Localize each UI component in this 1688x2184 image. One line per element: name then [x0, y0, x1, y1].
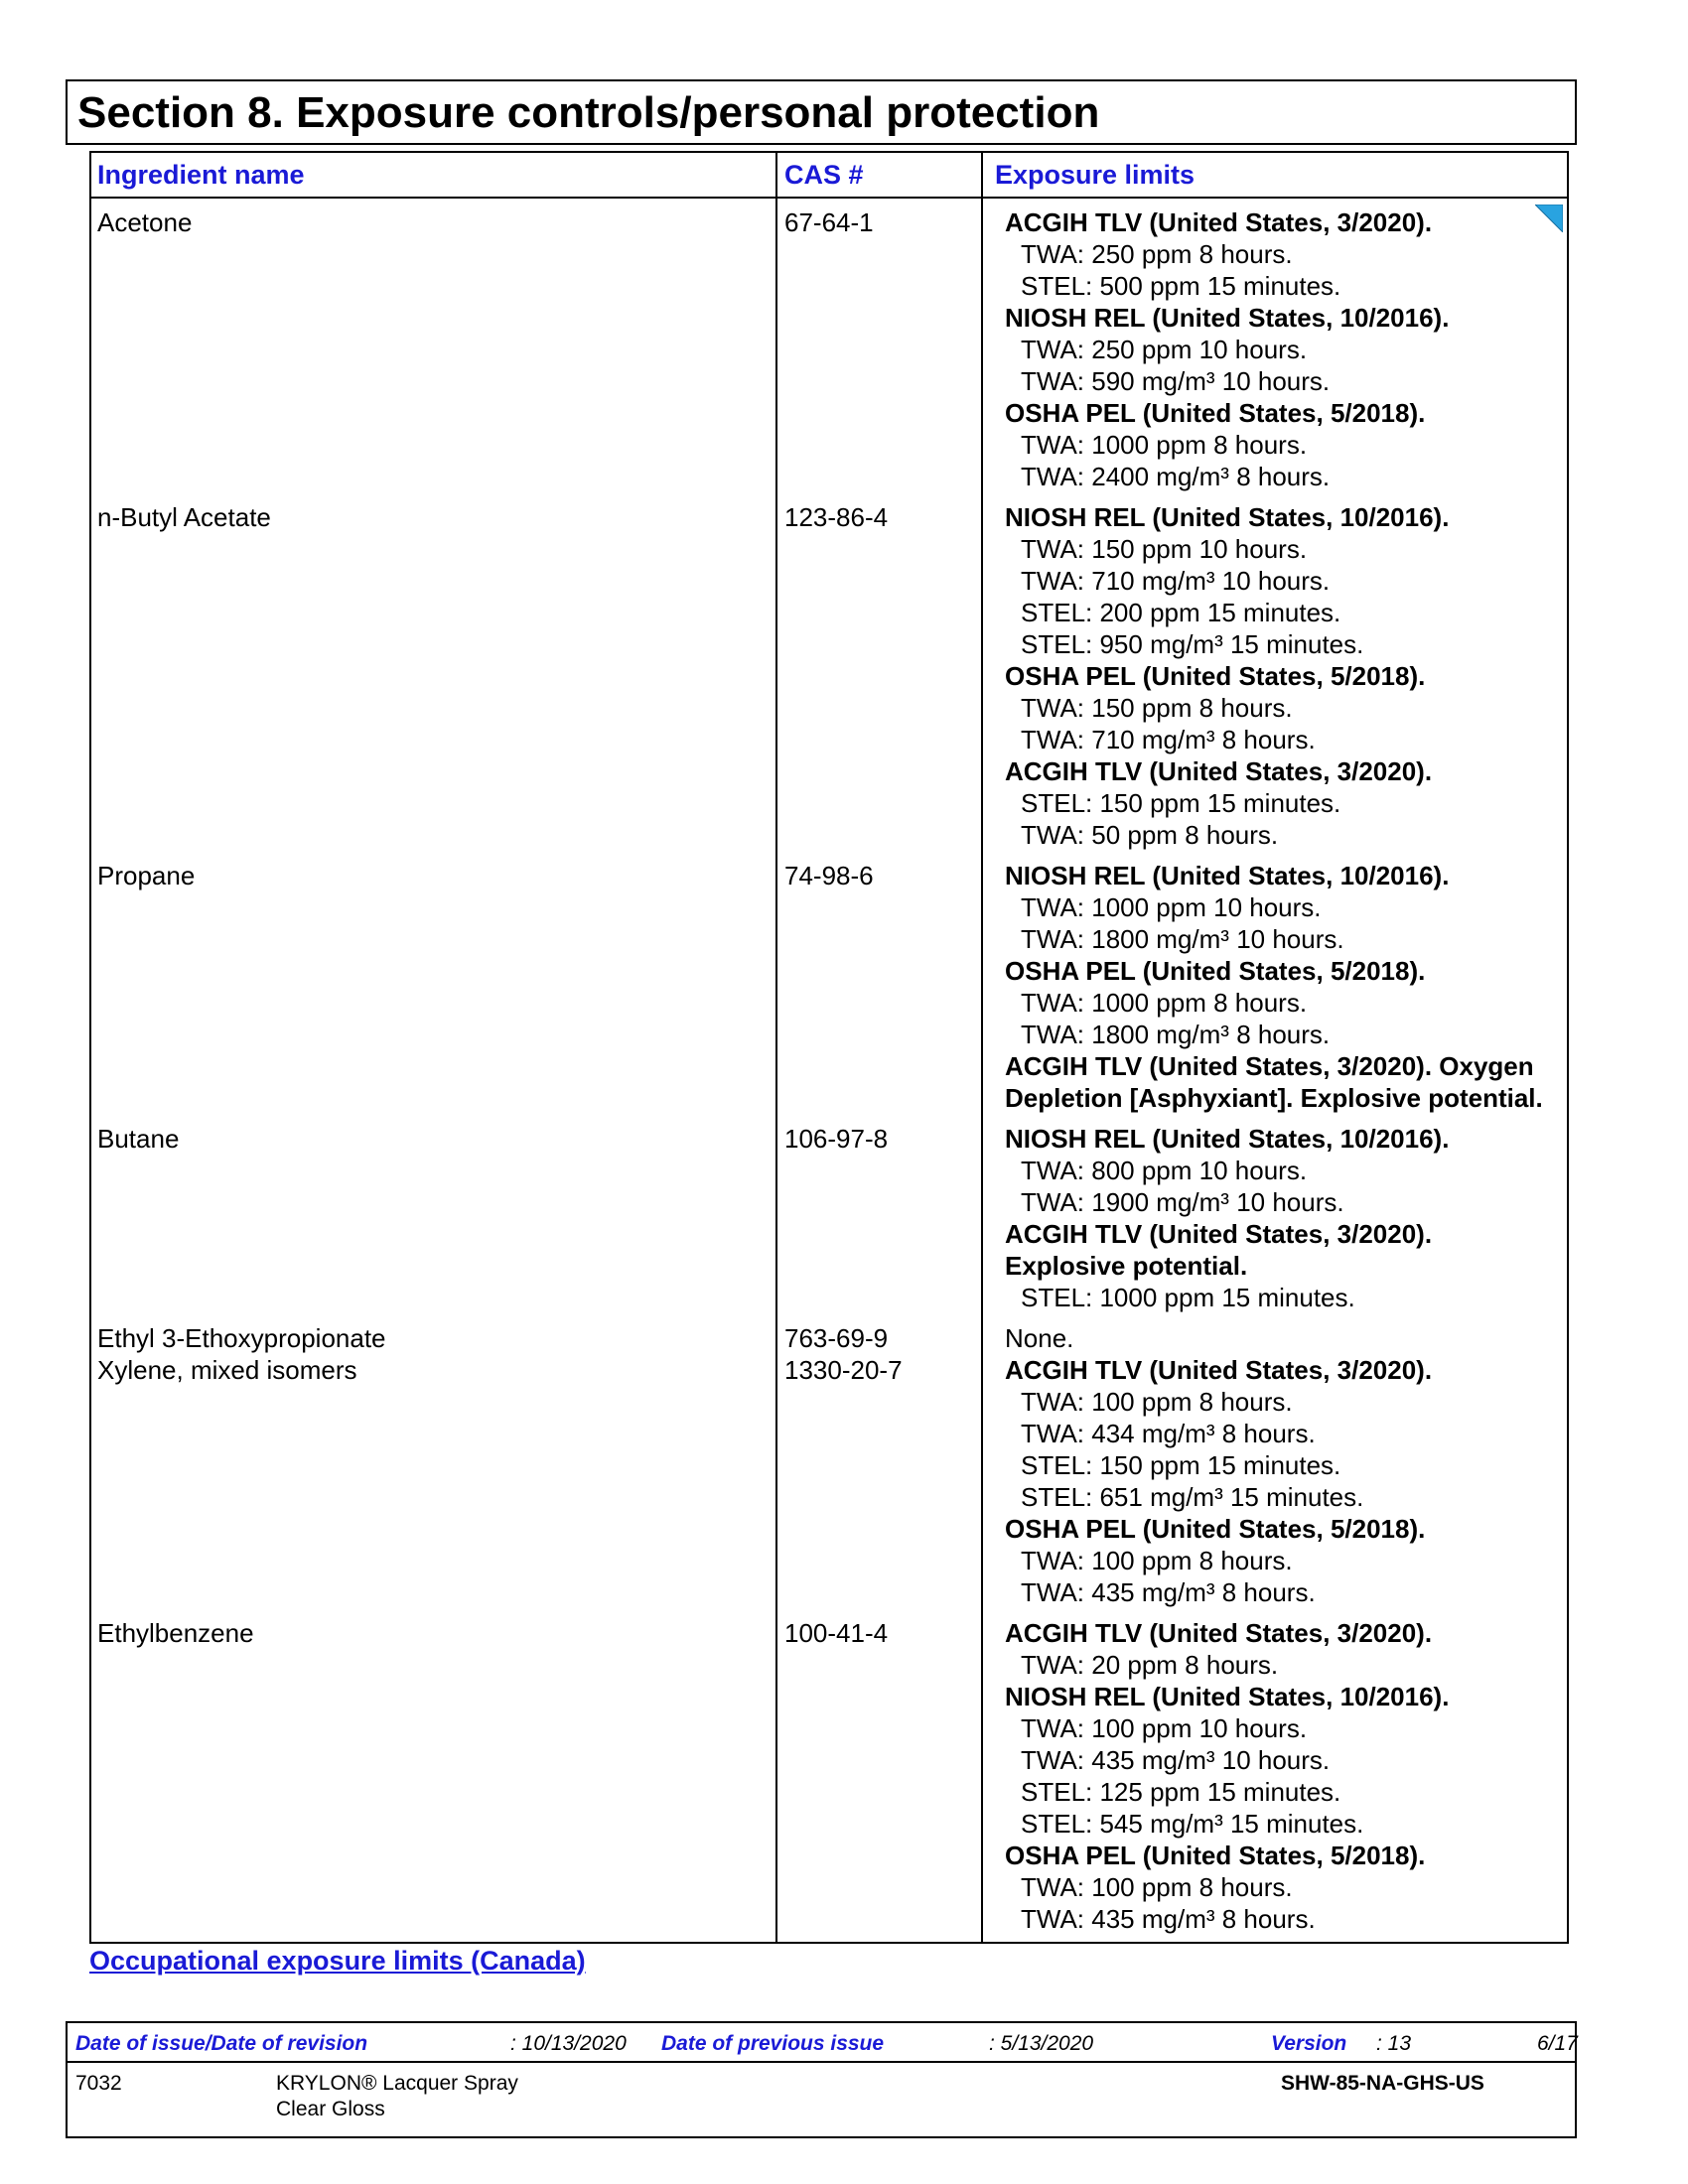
document-code: SHW-85-NA-GHS-US — [1281, 2072, 1484, 2095]
footer-divider — [68, 2061, 1575, 2063]
ingredient-name: Butane — [97, 1124, 180, 1154]
version-value: : 13 — [1376, 2032, 1412, 2055]
exposure-limits-cell — [1005, 1123, 1449, 1313]
limit-authority: OSHA PEL (United States, 5/2018). — [1005, 398, 1426, 428]
limit-value: TWA: 1000 ppm 10 hours. — [1021, 892, 1322, 922]
limit-value: TWA: 710 mg/m³ 10 hours. — [1021, 566, 1331, 596]
limit-authority: ACGIH TLV (United States, 3/2020). Oxygen — [1005, 1051, 1534, 1081]
column-divider-cas — [775, 151, 777, 1944]
limit-value: None. — [1005, 1323, 1074, 1353]
limit-value: STEL: 545 mg/m³ 15 minutes. — [1021, 1809, 1364, 1839]
product-name-line-1: KRYLON® Lacquer Spray — [276, 2072, 518, 2095]
cas-number: 1330-20-7 — [784, 1355, 903, 1385]
limit-value: TWA: 150 ppm 10 hours. — [1021, 534, 1308, 564]
limit-value: STEL: 125 ppm 15 minutes. — [1021, 1777, 1341, 1807]
limit-value: TWA: 434 mg/m³ 8 hours. — [1021, 1419, 1316, 1448]
limit-value: TWA: 150 ppm 8 hours. — [1021, 693, 1293, 723]
table-header-divider — [89, 197, 1569, 199]
cas-number: 763-69-9 — [784, 1323, 889, 1353]
limit-value: TWA: 100 ppm 8 hours. — [1021, 1546, 1293, 1575]
limit-value: TWA: 250 ppm 8 hours. — [1021, 239, 1293, 269]
limit-value: STEL: 651 mg/m³ 15 minutes. — [1021, 1482, 1364, 1512]
page-number: 6/17 — [1537, 2032, 1578, 2055]
exposure-limits-cell — [1005, 501, 1449, 851]
product-code: 7032 — [75, 2072, 122, 2095]
limit-authority: ACGIH TLV (United States, 3/2020). — [1005, 756, 1433, 786]
change-marker-icon — [1535, 205, 1563, 232]
limit-value: TWA: 590 mg/m³ 10 hours. — [1021, 366, 1331, 396]
limit-authority: Explosive potential. — [1005, 1251, 1248, 1281]
exposure-limits-cell — [1005, 1354, 1432, 1608]
ingredient-name: Acetone — [97, 207, 193, 237]
limit-value: STEL: 950 mg/m³ 15 minutes. — [1021, 629, 1364, 659]
canada-exposure-limits-link[interactable]: Occupational exposure limits (Canada) — [89, 1946, 586, 1976]
limit-value: TWA: 1000 ppm 8 hours. — [1021, 430, 1308, 460]
section-title: Section 8. Exposure controls/personal protection — [77, 88, 1100, 137]
header-cas: CAS # — [784, 160, 864, 190]
limit-value: TWA: 100 ppm 8 hours. — [1021, 1387, 1293, 1417]
limit-value: TWA: 20 ppm 8 hours. — [1021, 1650, 1279, 1680]
limit-value: TWA: 100 ppm 8 hours. — [1021, 1872, 1293, 1902]
limit-value: TWA: 1000 ppm 8 hours. — [1021, 988, 1308, 1018]
limit-authority: NIOSH REL (United States, 10/2016). — [1005, 502, 1450, 532]
limit-value: TWA: 250 ppm 10 hours. — [1021, 335, 1308, 364]
limit-value: TWA: 800 ppm 10 hours. — [1021, 1156, 1308, 1185]
ingredient-name: Propane — [97, 861, 196, 890]
header-exposure-limits: Exposure limits — [995, 160, 1196, 190]
header-ingredient-name: Ingredient name — [97, 160, 305, 190]
cas-number: 74-98-6 — [784, 861, 874, 890]
limit-value: TWA: 100 ppm 10 hours. — [1021, 1713, 1308, 1743]
exposure-limits-cell — [1005, 1322, 1073, 1354]
limit-authority: NIOSH REL (United States, 10/2016). — [1005, 1682, 1450, 1711]
page-footer — [66, 2021, 1577, 2138]
limit-authority: OSHA PEL (United States, 5/2018). — [1005, 956, 1426, 986]
section-header — [66, 79, 1577, 145]
limit-authority: NIOSH REL (United States, 10/2016). — [1005, 303, 1450, 333]
limit-authority: OSHA PEL (United States, 5/2018). — [1005, 661, 1426, 691]
limit-value: STEL: 200 ppm 15 minutes. — [1021, 598, 1341, 627]
limit-authority: Depletion [Asphyxiant]. Explosive potential. — [1005, 1083, 1543, 1113]
exposure-limits-cell — [1005, 860, 1543, 1114]
version-label: Version — [1271, 2032, 1347, 2055]
limit-authority: ACGIH TLV (United States, 3/2020). — [1005, 207, 1433, 237]
limit-value: TWA: 1800 mg/m³ 10 hours. — [1021, 924, 1344, 954]
limit-value: STEL: 500 ppm 15 minutes. — [1021, 271, 1341, 301]
ingredient-name: Ethylbenzene — [97, 1618, 254, 1648]
limit-value: STEL: 1000 ppm 15 minutes. — [1021, 1283, 1355, 1312]
ingredient-name: Xylene, mixed isomers — [97, 1355, 357, 1385]
limit-value: TWA: 1800 mg/m³ 8 hours. — [1021, 1020, 1331, 1049]
ingredient-name: n-Butyl Acetate — [97, 502, 271, 532]
limit-authority: ACGIH TLV (United States, 3/2020). — [1005, 1219, 1433, 1249]
cas-number: 106-97-8 — [784, 1124, 889, 1154]
issue-date-value: : 10/13/2020 — [510, 2032, 627, 2055]
limit-authority: ACGIH TLV (United States, 3/2020). — [1005, 1355, 1433, 1385]
limit-authority: ACGIH TLV (United States, 3/2020). — [1005, 1618, 1433, 1648]
exposure-limits-cell — [1005, 206, 1449, 492]
limit-authority: OSHA PEL (United States, 5/2018). — [1005, 1841, 1426, 1870]
limit-value: TWA: 435 mg/m³ 10 hours. — [1021, 1745, 1331, 1775]
limit-value: TWA: 1900 mg/m³ 10 hours. — [1021, 1187, 1344, 1217]
cas-number: 100-41-4 — [784, 1618, 889, 1648]
previous-issue-value: : 5/13/2020 — [989, 2032, 1094, 2055]
limit-value: STEL: 150 ppm 15 minutes. — [1021, 1450, 1341, 1480]
ingredient-name: Ethyl 3-Ethoxypropionate — [97, 1323, 386, 1353]
product-name-line-2: Clear Gloss — [276, 2098, 385, 2120]
cas-number: 67-64-1 — [784, 207, 874, 237]
issue-date-label: Date of issue/Date of revision — [75, 2032, 368, 2055]
limit-authority: OSHA PEL (United States, 5/2018). — [1005, 1514, 1426, 1544]
exposure-limits-cell — [1005, 1617, 1449, 1935]
limit-value: TWA: 2400 mg/m³ 8 hours. — [1021, 462, 1331, 491]
limit-authority: NIOSH REL (United States, 10/2016). — [1005, 1124, 1450, 1154]
cas-number: 123-86-4 — [784, 502, 889, 532]
limit-value: TWA: 435 mg/m³ 8 hours. — [1021, 1577, 1316, 1607]
limit-value: STEL: 150 ppm 15 minutes. — [1021, 788, 1341, 818]
limit-value: TWA: 710 mg/m³ 8 hours. — [1021, 725, 1316, 754]
previous-issue-label: Date of previous issue — [661, 2032, 885, 2055]
limit-authority: NIOSH REL (United States, 10/2016). — [1005, 861, 1450, 890]
limit-value: TWA: 50 ppm 8 hours. — [1021, 820, 1279, 850]
column-divider-limits — [981, 151, 983, 1944]
limit-value: TWA: 435 mg/m³ 8 hours. — [1021, 1904, 1316, 1934]
